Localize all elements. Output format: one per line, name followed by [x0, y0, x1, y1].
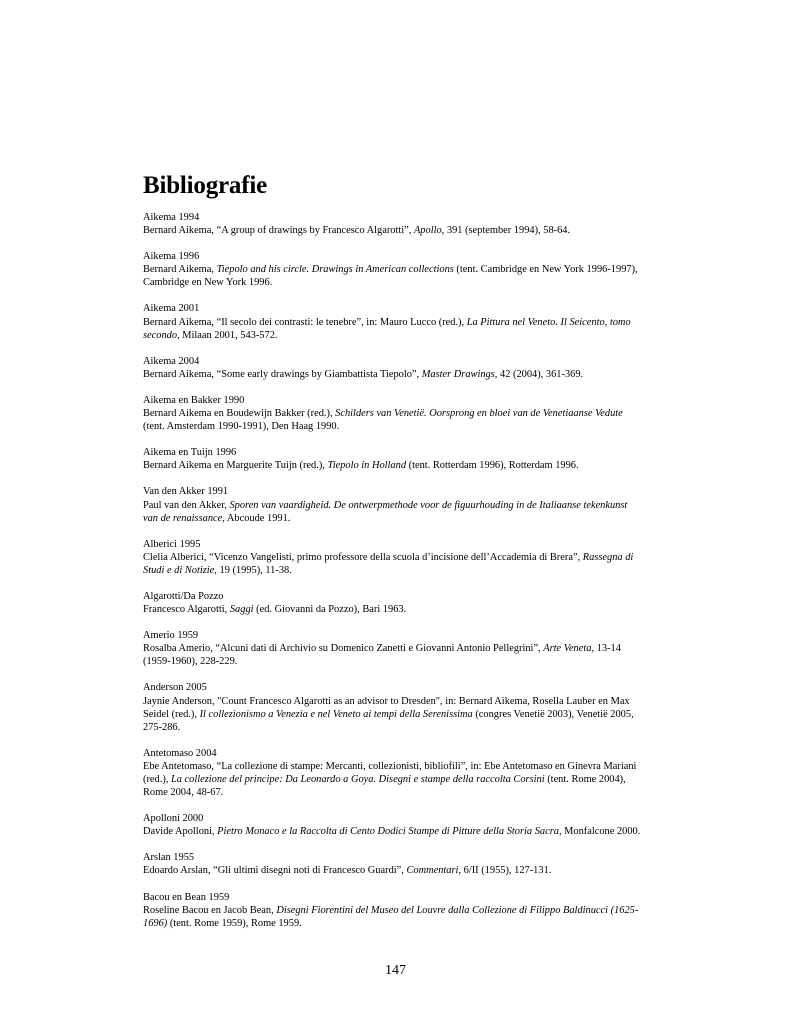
reference-text: , Monfalcone 2000. — [558, 826, 641, 838]
bibliography-entry — [143, 446, 643, 472]
entry-reference — [143, 368, 643, 381]
bibliography-entry — [143, 355, 643, 381]
italic-title-text: Rassegna di Studi e di Notizie — [143, 551, 634, 576]
reference-text: , Abcoude 1991. — [222, 512, 291, 524]
reference-text: Davide Apolloni, — [143, 826, 218, 838]
italic-title-text: Schilders van Venetië. Oorsprong en bloei van de Venetiaanse Vedute — [335, 408, 623, 420]
entry-key: Aikema en Bakker 1990 — [143, 394, 245, 406]
reference-text: Paul van den Akker, — [143, 499, 230, 511]
entry-key: Antetomaso 2004 — [143, 747, 217, 759]
reference-text: Bernard Aikema, “Some early drawings by Giambattista Tiepolo”, — [143, 368, 422, 380]
italic-title-text: La collezione del principe: Da Leonardo a Goya. Disegni e stampe della raccolta Corsini — [170, 774, 545, 785]
reference-text: Francesco Algarotti, — [143, 604, 230, 616]
reference-text: , 19 (1995), 11-38. — [214, 564, 292, 576]
reference-text: Ebe Antetomaso, “La collezione di stampe: Mercanti, collezionisti, bibliofili”, in: Ebe Antetomaso en Ginevra Mariani (red.), — [143, 760, 637, 785]
entry-key: Alberici 1995 — [143, 538, 201, 550]
entry-reference — [143, 825, 643, 838]
reference-text: , 13-14 (1959-1960), 228-229. — [143, 643, 621, 668]
reference-text: Edoardo Arslan, “Gli ultimi disegni noti di Francesco Guardi”, — [143, 865, 407, 877]
reference-text: Bernard Aikema en Boudewijn Bakker (red.), — [143, 408, 336, 420]
entry-reference — [143, 642, 643, 668]
reference-text: Bernard Aikema en Marguerite Tuijn (red.), — [143, 460, 328, 472]
reference-text: (congres Venetië 2003), Venetië 2005, 275-286. — [143, 708, 634, 733]
reference-text: Bernard Aikema, — [143, 264, 217, 276]
bibliography-entry — [143, 250, 643, 289]
italic-title-text: Disegni Fiorentini del Museo del Louvre dalla Collezione di Filippo Baldinucci (1625-1696) — [143, 904, 639, 929]
reference-text: (tent. Cambridge en New York 1996-1997), Cambridge en New York 1996. — [143, 264, 638, 289]
italic-title-text: Sporen van vaardigheid. De ontwerpmethode voor de figuurhouding in de Italiaanse tekenkunst van de renaissance — [143, 499, 628, 524]
entry-key: Arslan 1955 — [143, 852, 195, 864]
entry-key: Aikema 1996 — [143, 251, 200, 263]
entry-reference — [143, 695, 643, 734]
entry-reference — [143, 499, 643, 525]
reference-text: Clelia Alberici, “Vicenzo Vangelisti, primo professore della scuola d’incisione dell’Accademia di Brera”, — [143, 551, 583, 563]
entry-key: Apolloni 2000 — [143, 813, 204, 825]
italic-title-text: Tiepolo in Holland — [327, 460, 407, 472]
entry-key: Aikema en Tuijn 1996 — [143, 447, 237, 459]
italic-title-text: Pietro Monaco e la Raccolta di Cento Dodici Stampe di Pitture della Storia Sacra — [217, 826, 559, 838]
entry-reference — [143, 760, 643, 799]
reference-text: (tent. Rome 2004), Rome 2004, 48-67. — [143, 774, 626, 799]
italic-title-text: Tiepolo and his circle. Drawings in American collections — [216, 264, 454, 276]
entry-key: Aikema 1994 — [143, 212, 200, 223]
bibliography-list — [143, 211, 643, 930]
bibliography-entry — [143, 812, 643, 838]
entry-key: Amerio 1959 — [143, 630, 199, 642]
reference-text: , 6/II (1955), 127-131. — [458, 865, 552, 877]
reference-text: Jaynie Anderson, "Count Francesco Algarotti as an advisor to Dresden", in: Bernard Aikema, Rosella Lauber en Max Seidel (red.), — [143, 695, 630, 720]
reference-text: , 391 (september 1994), 58-64. — [441, 225, 571, 237]
reference-text: , 42 (2004), 361-369. — [494, 368, 584, 380]
entry-key: Algarotti/Da Pozzo — [143, 590, 224, 602]
reference-text: , Milaan 2001, 543-572. — [177, 329, 278, 341]
page-title: Bibliografie — [143, 172, 267, 199]
bibliography-entry — [143, 891, 643, 930]
reference-text: (tent. Rome 1959), Rome 1959. — [167, 917, 302, 929]
bibliography-entry — [143, 394, 643, 433]
entry-reference — [143, 459, 643, 472]
italic-title-text: Il collezionismo a Venezia e nel Veneto ai tempi della Serenissima — [199, 708, 473, 720]
bibliography-entry — [143, 747, 643, 799]
bibliography-entry — [143, 629, 643, 668]
bibliography-entry — [143, 211, 643, 237]
entry-reference — [143, 316, 643, 342]
entry-reference — [143, 224, 643, 237]
entry-key: Bacou en Bean 1959 — [143, 891, 230, 903]
italic-title-text: La Pittura nel Veneto. Il Seicento, tomo secondo — [143, 316, 631, 341]
entry-key: Aikema 2001 — [143, 303, 200, 315]
reference-text: (tent. Amsterdam 1990-1991), Den Haag 1990. — [143, 421, 340, 433]
reference-text: Rosalba Amerio, “Alcuni dati di Archivio su Domenico Zanetti e Giovanni Antonio Pellegrini”, — [143, 643, 544, 655]
entry-reference — [143, 904, 643, 930]
entry-reference — [143, 864, 643, 877]
bibliography-entry — [143, 485, 643, 524]
italic-title-text: Apollo — [413, 225, 442, 237]
italic-title-text: Saggi — [229, 604, 254, 616]
entry-key: Aikema 2004 — [143, 355, 200, 367]
reference-text: Bernard Aikema, “A group of drawings by Francesco Algarotti”, — [143, 225, 414, 237]
reference-text: (ed. Giovanni da Pozzo), Bari 1963. — [253, 604, 407, 616]
entry-reference — [143, 263, 643, 289]
bibliography-entry — [143, 851, 643, 877]
reference-text: Roseline Bacou en Jacob Bean, — [143, 904, 277, 916]
bibliography-entry — [143, 590, 643, 616]
entry-key: Anderson 2005 — [143, 682, 207, 694]
entry-reference — [143, 551, 643, 577]
italic-title-text: Master Drawings — [421, 368, 495, 380]
reference-text: (tent. Rotterdam 1996), Rotterdam 1996. — [406, 460, 579, 472]
italic-title-text: Commentari — [406, 865, 459, 877]
reference-text: Bernard Aikema, “Il secolo dei contrasti: le tenebre”, in: Mauro Lucco (red.), — [143, 316, 467, 328]
entry-key: Van den Akker 1991 — [143, 486, 229, 498]
bibliography-entry — [143, 681, 643, 733]
entry-reference — [143, 407, 643, 433]
page-number: 147 — [385, 963, 406, 978]
bibliography-entry — [143, 538, 643, 577]
italic-title-text: Arte Veneta — [543, 643, 592, 655]
entry-reference — [143, 603, 643, 616]
bibliography-entry — [143, 302, 643, 341]
